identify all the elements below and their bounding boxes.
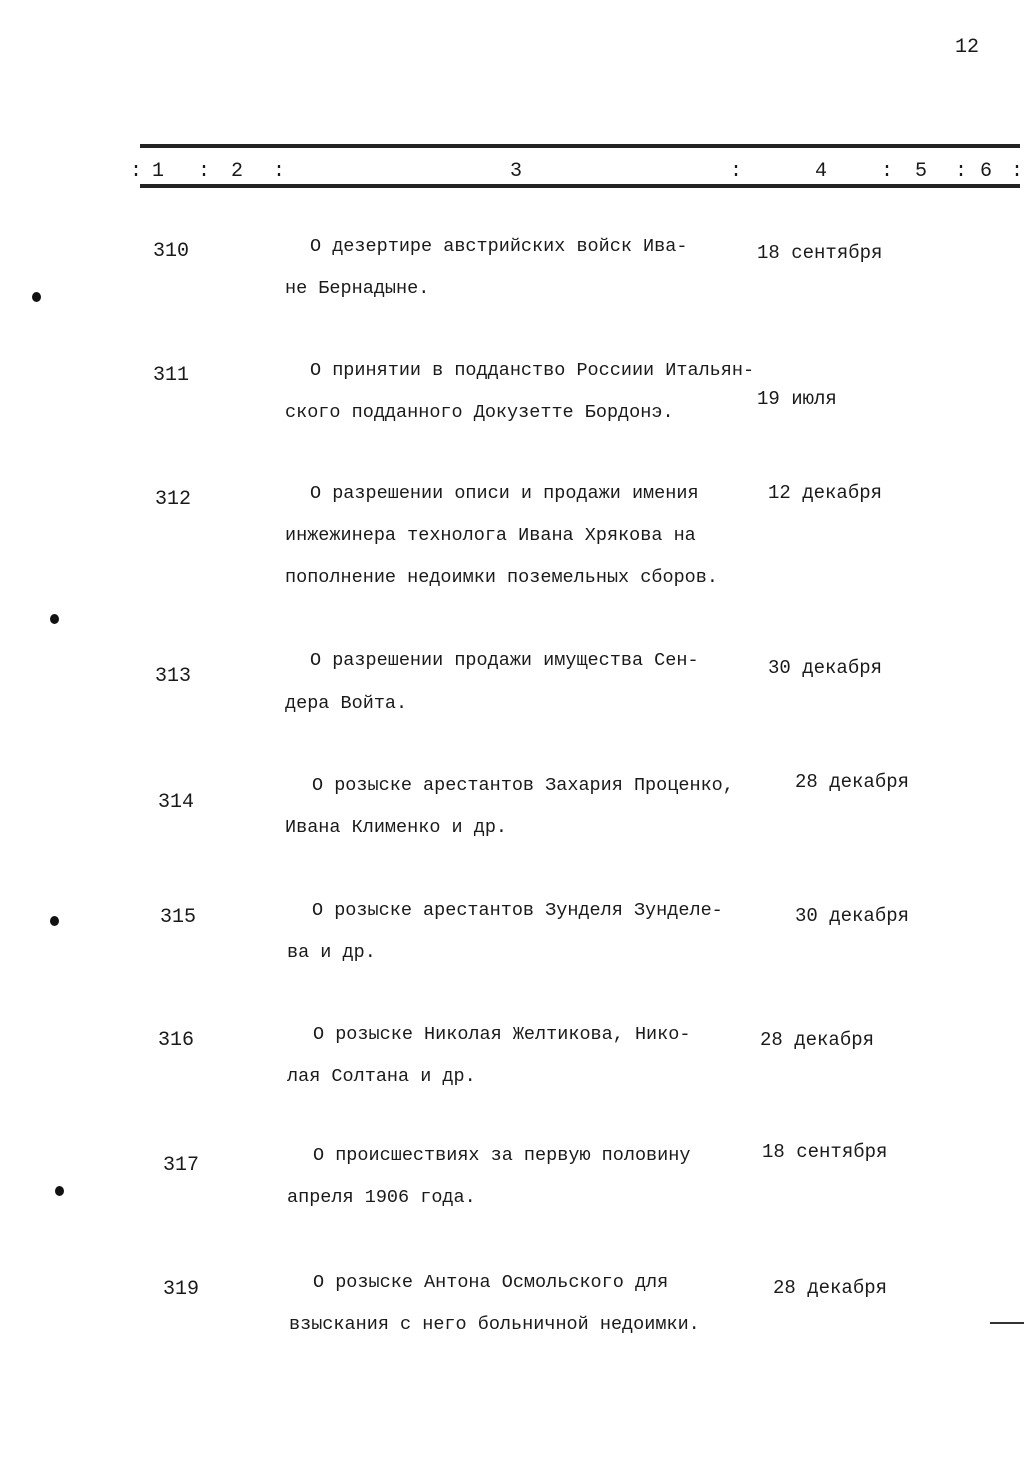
- entry-title-line: дера Войта.: [285, 693, 408, 714]
- entry-number: 317: [163, 1154, 200, 1177]
- binder-hole-mark: [55, 1186, 64, 1196]
- entry-title-line: инжежинера технолога Ивана Хрякова на: [285, 525, 696, 546]
- header-top-rule: [140, 144, 1020, 148]
- entry-date: 28 декабря: [773, 1277, 888, 1299]
- entry-date: 19 июля: [757, 388, 837, 410]
- entry-number: 314: [158, 791, 195, 814]
- entry-title-line: О дезертире австрийских войск Ива-: [310, 236, 688, 257]
- column-header-2: 2: [231, 160, 244, 183]
- entry-title-line: О розыске арестантов Захария Проценко,: [312, 775, 734, 796]
- column-separator: :: [198, 160, 211, 183]
- entry-title-line: взыскания с него больничной недоимки.: [289, 1314, 700, 1335]
- column-separator: :: [881, 160, 894, 183]
- entry-number: 319: [163, 1278, 200, 1301]
- column-separator: :: [955, 160, 968, 183]
- entry-title-line: ского подданного Докузетте Бордонэ.: [285, 402, 674, 423]
- column-separator: :: [130, 160, 143, 183]
- entry-title-line: лая Солтана и др.: [287, 1066, 476, 1087]
- entry-title-line: ва и др.: [287, 942, 376, 963]
- entry-date: 18 сентября: [762, 1141, 888, 1163]
- header-bottom-rule: [140, 184, 1020, 188]
- entry-date: 12 декабря: [768, 482, 883, 504]
- entry-date: 30 декабря: [795, 905, 910, 927]
- entry-title-line: не Бернадыне.: [285, 278, 430, 299]
- entry-title-line: О розыске Антона Осмольского для: [313, 1272, 669, 1293]
- entry-title-line: пополнение недоимки поземельных сборов.: [285, 567, 718, 588]
- entry-date: 28 декабря: [760, 1029, 875, 1051]
- binder-hole-mark: [50, 614, 59, 624]
- column-separator: :: [1011, 160, 1024, 183]
- column-header-4: 4: [815, 160, 828, 183]
- entry-title-line: О происшествиях за первую половину: [313, 1145, 691, 1166]
- entry-number: 311: [153, 364, 190, 387]
- entry-number: 316: [158, 1029, 195, 1052]
- entry-number: 312: [155, 488, 192, 511]
- binder-hole-mark: [50, 916, 59, 926]
- entry-number: 313: [155, 665, 192, 688]
- entry-date: 30 декабря: [768, 657, 883, 679]
- entry-title-line: О разрешении описи и продажи имения: [310, 483, 699, 504]
- column-header-3: 3: [510, 160, 523, 183]
- column-header-6: 6: [980, 160, 993, 183]
- entry-date: 18 сентября: [757, 242, 883, 264]
- entry-number: 315: [160, 906, 197, 929]
- entry-title-line: Ивана Клименко и др.: [285, 817, 508, 838]
- entry-title-line: О розыске арестантов Зунделя Зунделе-: [312, 900, 723, 921]
- entry-title-line: О розыске Николая Желтикова, Нико-: [313, 1024, 691, 1045]
- binder-hole-mark: [32, 292, 41, 302]
- column-separator: :: [273, 160, 286, 183]
- entry-date: 28 декабря: [795, 771, 910, 793]
- entry-title-line: О принятии в подданство Россиии Итальян-: [310, 360, 755, 381]
- column-header-1: 1: [152, 160, 165, 183]
- entry-title-line: апреля 1906 года.: [287, 1187, 476, 1208]
- entry-title-line: О разрешении продажи имущества Сен-: [310, 650, 699, 671]
- entry-number: 310: [153, 240, 190, 263]
- page-number: 12: [955, 36, 980, 59]
- edge-mark: [990, 1322, 1024, 1324]
- column-separator: :: [730, 160, 743, 183]
- column-header-5: 5: [915, 160, 928, 183]
